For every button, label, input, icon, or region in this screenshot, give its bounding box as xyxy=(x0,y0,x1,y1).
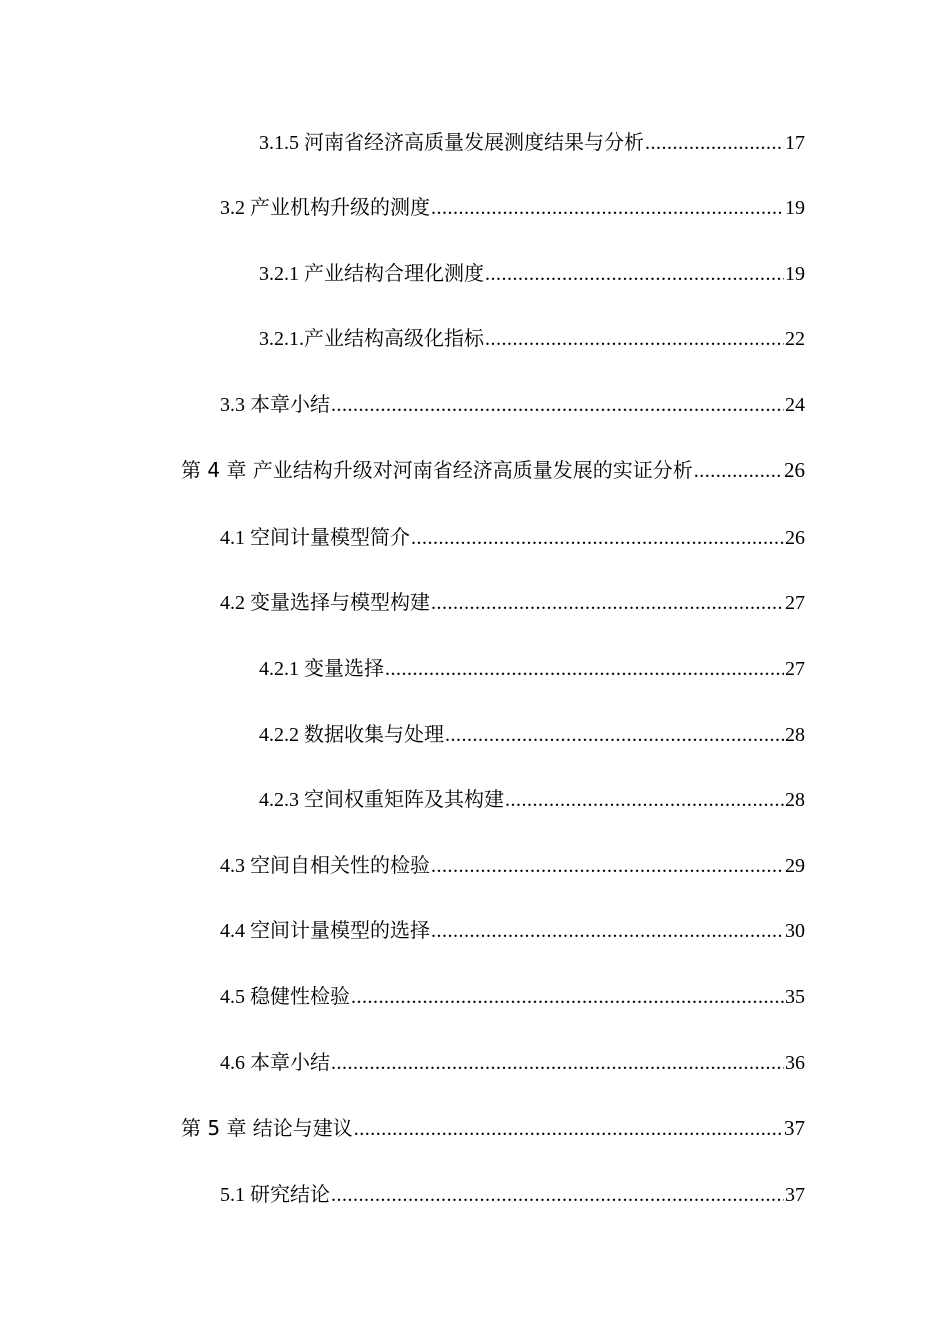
toc-entry-label: 3.3 本章小结 xyxy=(220,394,330,416)
dot-leader xyxy=(331,390,784,420)
toc-entry-page-number: 27 xyxy=(785,592,805,614)
dot-leader xyxy=(431,193,784,223)
dot-leader xyxy=(331,1048,784,1078)
dot-leader xyxy=(354,1114,783,1144)
toc-entry-page-number: 22 xyxy=(785,328,805,350)
toc-entry-4-5[interactable] xyxy=(220,982,805,1012)
toc-entry-4-1[interactable] xyxy=(220,523,805,553)
dot-leader xyxy=(385,654,784,684)
toc-entry-4-4[interactable] xyxy=(220,916,805,946)
dot-leader xyxy=(485,324,784,354)
toc-entry-4-3[interactable] xyxy=(220,851,805,881)
dot-leader xyxy=(431,588,784,618)
toc-entry-page-number: 27 xyxy=(785,658,805,680)
toc-entry-page-number: 37 xyxy=(784,1116,805,1140)
toc-entry-4-2[interactable] xyxy=(220,588,805,618)
toc-entry-label: 第 5 章 结论与建议 xyxy=(181,1116,353,1140)
dot-leader xyxy=(645,128,784,158)
toc-entry-label: 3.2.1.产业结构高级化指标 xyxy=(259,328,484,350)
toc-entry-3-2[interactable] xyxy=(220,193,805,223)
toc-entry-3-2-1-b[interactable] xyxy=(259,324,805,354)
toc-entry-label: 4.1 空间计量模型简介 xyxy=(220,527,410,549)
toc-entry-4-6[interactable] xyxy=(220,1048,805,1078)
toc-entry-page-number: 17 xyxy=(785,132,805,154)
toc-entry-label: 4.2.3 空间权重矩阵及其构建 xyxy=(259,789,504,811)
toc-entry-3-2-1[interactable] xyxy=(259,259,805,289)
toc-entry-chapter-4[interactable] xyxy=(181,455,805,485)
toc-entry-page-number: 24 xyxy=(785,394,805,416)
dot-leader xyxy=(431,851,784,881)
toc-entry-label: 第 4 章 产业结构升级对河南省经济高质量发展的实证分析 xyxy=(181,458,693,482)
toc-entry-page-number: 29 xyxy=(785,855,805,877)
toc-entry-page-number: 26 xyxy=(785,527,805,549)
toc-entry-page-number: 19 xyxy=(785,263,805,285)
toc-entry-page-number: 35 xyxy=(785,986,805,1008)
toc-entry-page-number: 28 xyxy=(785,724,805,746)
toc-entry-label: 4.5 稳健性检验 xyxy=(220,986,350,1008)
toc-entry-label: 4.3 空间自相关性的检验 xyxy=(220,855,430,877)
toc-entry-label: 4.2 变量选择与模型构建 xyxy=(220,592,430,614)
toc-entry-label: 4.4 空间计量模型的选择 xyxy=(220,920,430,942)
dot-leader xyxy=(431,916,784,946)
toc-entry-3-3[interactable] xyxy=(220,390,805,420)
toc-entry-chapter-5[interactable] xyxy=(181,1113,805,1143)
dot-leader xyxy=(411,523,784,553)
toc-entry-4-2-2[interactable] xyxy=(259,720,805,750)
toc-entry-label: 3.1.5 河南省经济高质量发展测度结果与分析 xyxy=(259,132,644,154)
toc-entry-label: 5.1 研究结论 xyxy=(220,1184,330,1206)
toc-entry-page-number: 26 xyxy=(784,458,805,482)
dot-leader xyxy=(331,1180,784,1210)
dot-leader xyxy=(351,982,784,1012)
dot-leader xyxy=(505,785,784,815)
toc-entry-page-number: 37 xyxy=(785,1184,805,1206)
toc-entry-page-number: 19 xyxy=(785,197,805,219)
toc-entry-label: 4.6 本章小结 xyxy=(220,1052,330,1074)
toc-entry-5-1[interactable] xyxy=(220,1180,805,1210)
dot-leader xyxy=(694,456,783,486)
toc-entry-3-1-5[interactable] xyxy=(259,128,805,158)
toc-entry-4-2-3[interactable] xyxy=(259,785,805,815)
toc-entry-label: 4.2.1 变量选择 xyxy=(259,658,384,680)
dot-leader xyxy=(485,259,784,289)
toc-entry-4-2-1[interactable] xyxy=(259,654,805,684)
dot-leader xyxy=(445,720,784,750)
toc-entry-page-number: 28 xyxy=(785,789,805,811)
toc-entry-label: 3.2.1 产业结构合理化测度 xyxy=(259,263,484,285)
toc-entry-label: 3.2 产业机构升级的测度 xyxy=(220,197,430,219)
toc-entry-page-number: 36 xyxy=(785,1052,805,1074)
toc-entry-label: 4.2.2 数据收集与处理 xyxy=(259,724,444,746)
toc-entry-page-number: 30 xyxy=(785,920,805,942)
